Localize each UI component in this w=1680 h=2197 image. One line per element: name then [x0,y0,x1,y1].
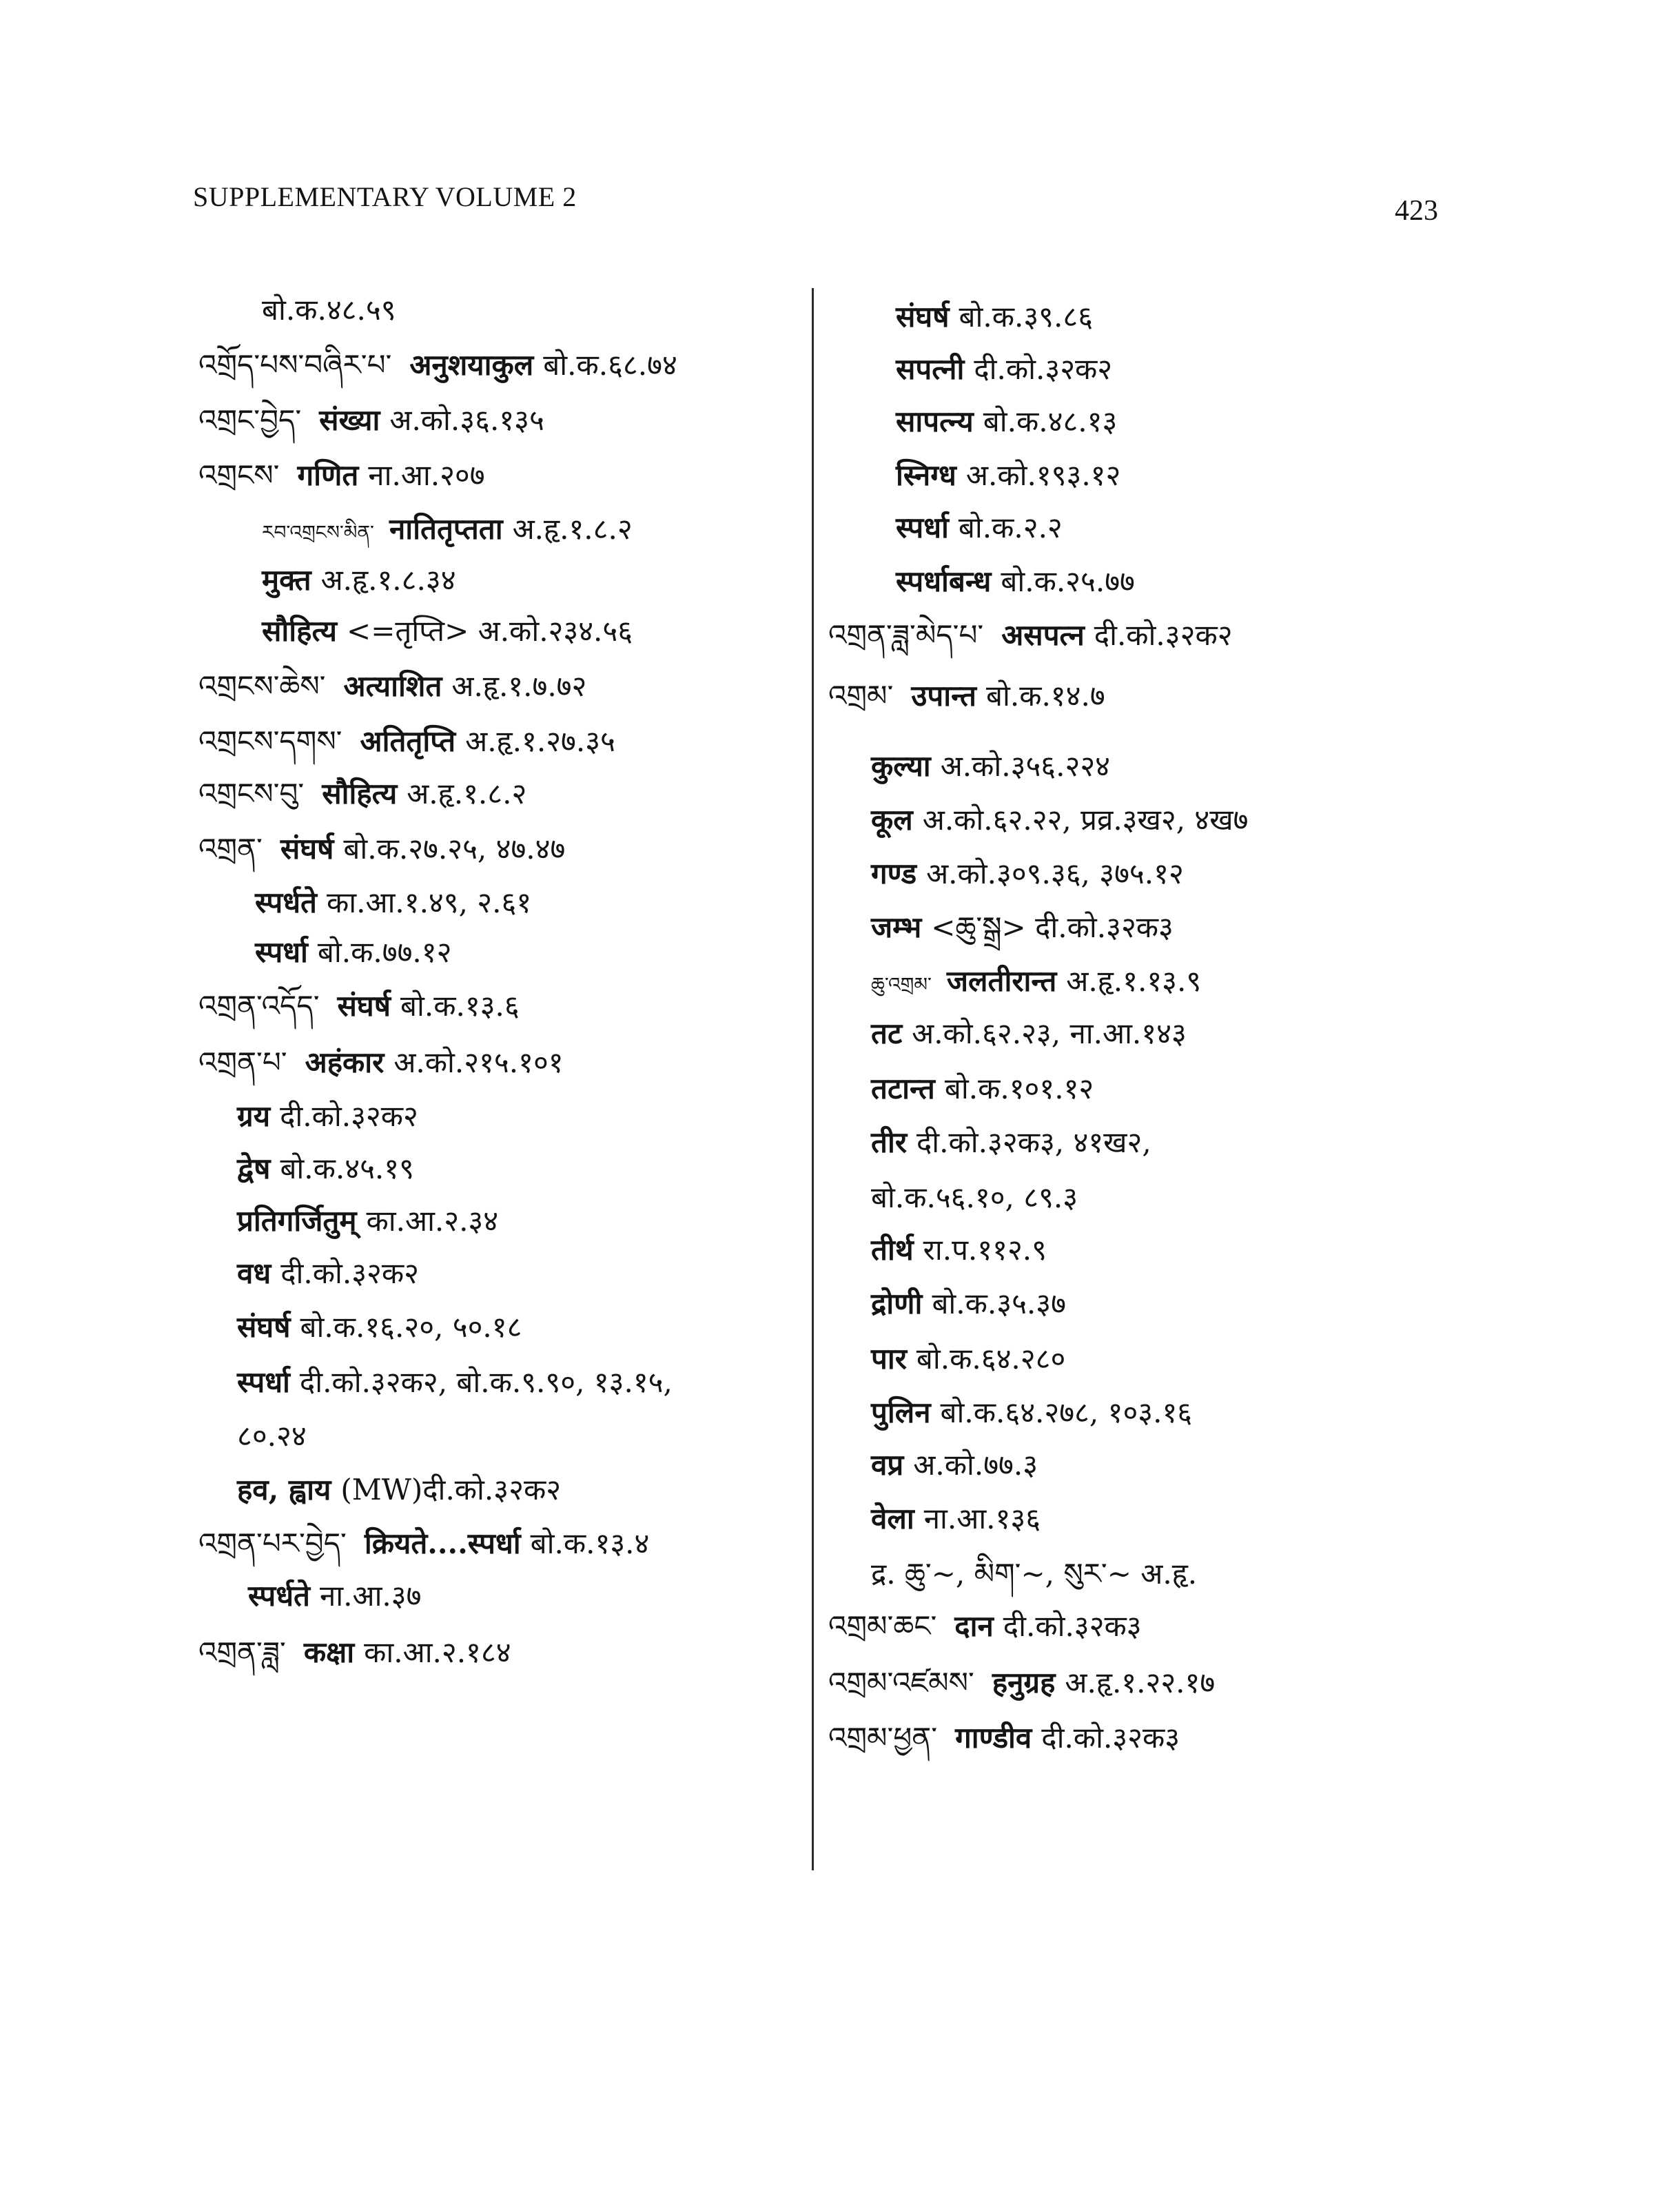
sanskrit-term: तटान्त [871,1072,935,1105]
reference: अ.हृ.१.१३.९ [1066,964,1202,998]
dictionary-entry [828,675,1105,717]
sanskrit-term: दान [954,1609,994,1643]
sanskrit-term: हव, ह्वाय [237,1473,331,1506]
sanskrit-term: सापत्न्य [896,405,974,438]
dictionary-entry [871,1444,1038,1486]
sanskrit-term: जलतीरान्त [946,964,1057,998]
reference: बो.क.२५.७७ [1001,564,1135,598]
sanskrit-term: गाण्डीव [955,1721,1032,1755]
dictionary-entry [237,1200,498,1242]
dictionary-entry [871,1338,1065,1380]
dictionary-entry [198,455,485,496]
reference: अ.हृ.१.८.२ [407,777,527,810]
sanskrit-term: संघर्ष [896,300,950,334]
dictionary-entry [262,509,633,550]
sanskrit-term: मुक्त [262,563,311,597]
reference: अ.हृ.१.८.२ [512,512,633,546]
dictionary-entry [896,349,1112,390]
sanskrit-term: गणित [297,458,359,492]
reference: बो.क.४८.५९ [262,293,396,327]
sanskrit-term: कुल्या [871,749,931,783]
dictionary-entry [237,1362,673,1403]
reference: बो.क.२.२ [958,511,1063,544]
dictionary-entry [198,666,586,707]
reference: दी.को.३२क३ [1003,1609,1142,1643]
tibetan-headword: འགྲངས་དགས་ [198,724,342,758]
tibetan-headword: འགྲམ་ཆང་ [828,1609,937,1643]
reference: बो.क.३९.८६ [959,300,1094,334]
sanskrit-term: स्पर्धा [237,1365,290,1399]
column-divider [812,288,814,1870]
tibetan-headword: འགྲམ་ཕྱན་ [828,1721,938,1755]
reference: बो.क.४८.१३ [983,405,1118,438]
sanskrit-term: वेला [871,1502,914,1535]
sanskrit-term: संघर्ष [237,1310,291,1344]
reference: अ.हृ.१.२७.३५ [465,724,615,758]
dictionary-entry [871,1068,1094,1110]
dictionary-entry [871,799,1248,841]
sanskrit-term: जम्भ [871,910,922,944]
tibetan-headword: འགྲན་པ་ [198,1045,287,1079]
reference: दी.को.३२क२ [280,1256,419,1290]
sanskrit-term: स्पर्धा [255,935,308,969]
sanskrit-term: अनुशयाकुल [409,348,534,382]
reference: दी.को.३२क२, बो.क.९.९०, १३.१५, [299,1365,673,1399]
reference: अ.को.३०९.३६, ३७५.१२ [926,857,1184,890]
tibetan-headword: འགྲམ་འཛམས་ [828,1666,974,1699]
dictionary-entry [198,721,615,762]
sanskrit-term: कक्षा [303,1635,355,1669]
dictionary-entry [198,400,544,441]
sanskrit-term: तीर्थ [871,1233,914,1267]
reference: बो.क.६४.२७८, १०३.१६ [940,1396,1193,1429]
dictionary-entry [871,746,1110,787]
dictionary-entry [237,1307,522,1348]
page-number: 423 [1395,195,1438,227]
dictionary-entry [198,773,526,815]
reference: <ཆུ་སྒྲ> दी.को.३२क३ [931,910,1174,944]
tibetan-headword: འགྲན་ཟླ་མེད་པ་ [828,618,984,652]
reference: अ.हृ.१.७.७२ [451,669,587,703]
sanskrit-term: प्रतिगर्जितुम् [237,1204,357,1238]
sanskrit-term: उपान्त [911,679,976,713]
reference: बो.क.६४.२८० [916,1342,1066,1376]
reference: अ.हृ.१.८.३४ [320,563,456,597]
tibetan-headword: འགྲངས་བུ་ [198,777,305,810]
reference: ना.आ.१३६ [923,1502,1041,1535]
tibetan-headword: འགྲན་པར་བྱེད་ [198,1526,347,1560]
sanskrit-term: संघर्ष [280,832,334,866]
sanskrit-term: पार [871,1342,907,1376]
dictionary-entry [237,1096,418,1137]
reference: ना.आ.२०७ [368,458,485,492]
tibetan-headword: འགྲན་ཟླ་ [198,1635,286,1669]
dictionary-entry [237,1148,414,1189]
dictionary-entry [871,853,1184,895]
reference: अ.को.२१५.१०१ [393,1045,564,1079]
dictionary-entry [828,1662,1215,1704]
dictionary-entry [871,1013,1187,1054]
reference: अ.हृ.१.२२.१७ [1065,1666,1216,1699]
dictionary-entry [896,507,1063,549]
sanskrit-term: ग्रय [237,1099,271,1133]
sanskrit-term: स्पर्धाबन्ध [896,564,992,598]
sanskrit-term: द्वेष [237,1152,271,1185]
sanskrit-term: संघर्ष [337,989,391,1023]
tibetan-headword: ཆུ་འགྲམ་ [871,973,932,996]
sanskrit-term: वध [237,1256,272,1290]
dictionary-entry [871,1392,1192,1433]
reference: बो.क.६८.७४ [543,348,677,382]
dictionary-entry [237,1253,419,1294]
dictionary-entry [198,1042,564,1083]
reference: दी.को.३२क३ [1041,1721,1180,1755]
dictionary-entry [871,1177,1078,1218]
reference: रा.प.११२.९ [923,1233,1047,1267]
dictionary-entry [198,1523,649,1564]
reference: <=तृप्ति> अ.को.२३४.५६ [347,614,633,648]
sanskrit-term: गण्ड [871,857,917,890]
sanskrit-term: स्पर्धते [255,886,317,919]
sanskrit-term: स्पर्धते [248,1579,310,1613]
dictionary-entry [871,961,1201,1002]
sanskrit-term: वप्र [871,1448,904,1482]
dictionary-entry [828,1717,1180,1759]
tibetan-headword: འགྲངས་ཆེས་ [198,669,326,703]
dictionary-entry [896,561,1135,602]
dictionary-entry [198,1632,511,1673]
reference: दी.को.३२क२ [1094,618,1233,652]
dictionary-entry [871,1553,1197,1595]
sanskrit-term: सौहित्य [322,777,398,810]
sanskrit-term: संख्या [319,403,380,437]
tibetan-headword: རབ་འགྲངས་མིན་ [262,521,374,544]
reference: का.आ.१.४९, २.६१ [326,886,532,919]
sanskrit-term: कूल [871,803,913,837]
tibetan-headword: འགྲངས་ [198,458,280,492]
reference: दी.को.३२क३, ४१ख२, [916,1125,1151,1159]
reference: बो.क.५६.१०, ८९.३ [871,1181,1078,1214]
reference: ना.आ.३७ [319,1579,422,1613]
reference: द्र. ཆུ་~, མིག་~, སུར་~ अ.हृ. [871,1557,1198,1591]
dictionary-entry [896,296,1093,338]
dictionary-entry [198,828,565,870]
reference: का.आ.२.१८४ [364,1635,511,1669]
reference: का.आ.२.३४ [366,1204,499,1238]
reference: (MW)दी.को.३२क२ [340,1473,562,1506]
dictionary-entry [198,345,677,386]
dictionary-entry [237,1416,307,1457]
dictionary-entry [896,455,1120,496]
reference: अ.को.६२.२३, ना.आ.१४३ [912,1016,1187,1050]
reference: बो.क.१६.२०, ५०.१८ [300,1310,522,1344]
sanskrit-term: अत्याशित [343,669,442,703]
reference: बो.क.३५.३७ [932,1287,1066,1320]
running-header: SUPPLEMENTARY VOLUME 2 [193,181,577,212]
dictionary-entry [871,1498,1041,1540]
reference: बो.क.१३.६ [400,989,520,1023]
sanskrit-term: नातितृप्तता [389,512,503,546]
reference: अ.को.३५६.२२४ [940,749,1111,783]
reference: बो.क.१०१.१२ [944,1072,1094,1105]
dictionary-entry [255,932,451,973]
sanskrit-term: असपत्न [1001,618,1085,652]
reference: बो.क.१३.४ [530,1526,650,1560]
tibetan-headword: འགྲང་བྱེད་ [198,403,302,437]
sanskrit-term: अतितृप्ति [360,724,456,758]
dictionary-entry [248,1575,421,1617]
reference: बो.क.७७.१२ [317,935,452,969]
reference: दी.को.३२क२ [280,1099,418,1133]
sanskrit-term: पुलिन [871,1396,931,1429]
tibetan-headword: འགྲན་ [198,832,263,866]
dictionary-entry [871,1229,1047,1271]
dictionary-entry [871,1122,1151,1163]
dictionary-entry [828,1606,1142,1647]
sanskrit-term: क्रियते....स्पर्धा [364,1526,521,1560]
sanskrit-term: अहंकार [305,1045,385,1079]
dictionary-entry [896,401,1117,442]
reference: बो.क.४५.१९ [280,1152,414,1185]
tibetan-headword: འགྲན་འདོད་ [198,989,320,1023]
reference: अ.को.१९३.१२ [965,458,1121,492]
reference: बो.क.१४.७ [985,679,1105,713]
dictionary-entry [828,615,1233,656]
dictionary-entry [871,1283,1066,1325]
reference: अ.को.७७.३ [913,1448,1038,1482]
dictionary-entry [262,611,633,652]
reference: बो.क.२७.२५, ४७.४७ [343,832,566,866]
sanskrit-term: हनुग्रह [992,1666,1056,1699]
dictionary-entry [237,1469,561,1511]
tibetan-headword: འགྲོད་པས་བཞིར་པ་ [198,348,392,382]
reference: अ.को.३६.१३५ [389,403,544,437]
reference: ८०.२४ [237,1419,307,1453]
sanskrit-term: द्रोणी [871,1287,923,1320]
sanskrit-term: स्पर्धा [896,511,949,544]
dictionary-entry [255,882,531,923]
dictionary-entry [198,985,520,1027]
reference: दी.को.३२क२ [974,352,1113,386]
sanskrit-term: तीर [871,1125,907,1159]
sanskrit-term: सौहित्य [262,614,337,648]
dictionary-entry [262,560,456,601]
sanskrit-term: स्निग्ध [896,458,956,492]
dictionary-entry [871,907,1174,948]
tibetan-headword: འགྲམ་ [828,679,894,713]
sanskrit-term: सपत्नी [896,352,965,386]
sanskrit-term: तट [871,1016,903,1050]
reference: अ.को.६२.२२, प्रव्र.३ख२, ४ख७ [922,803,1249,837]
dictionary-entry [262,289,396,331]
